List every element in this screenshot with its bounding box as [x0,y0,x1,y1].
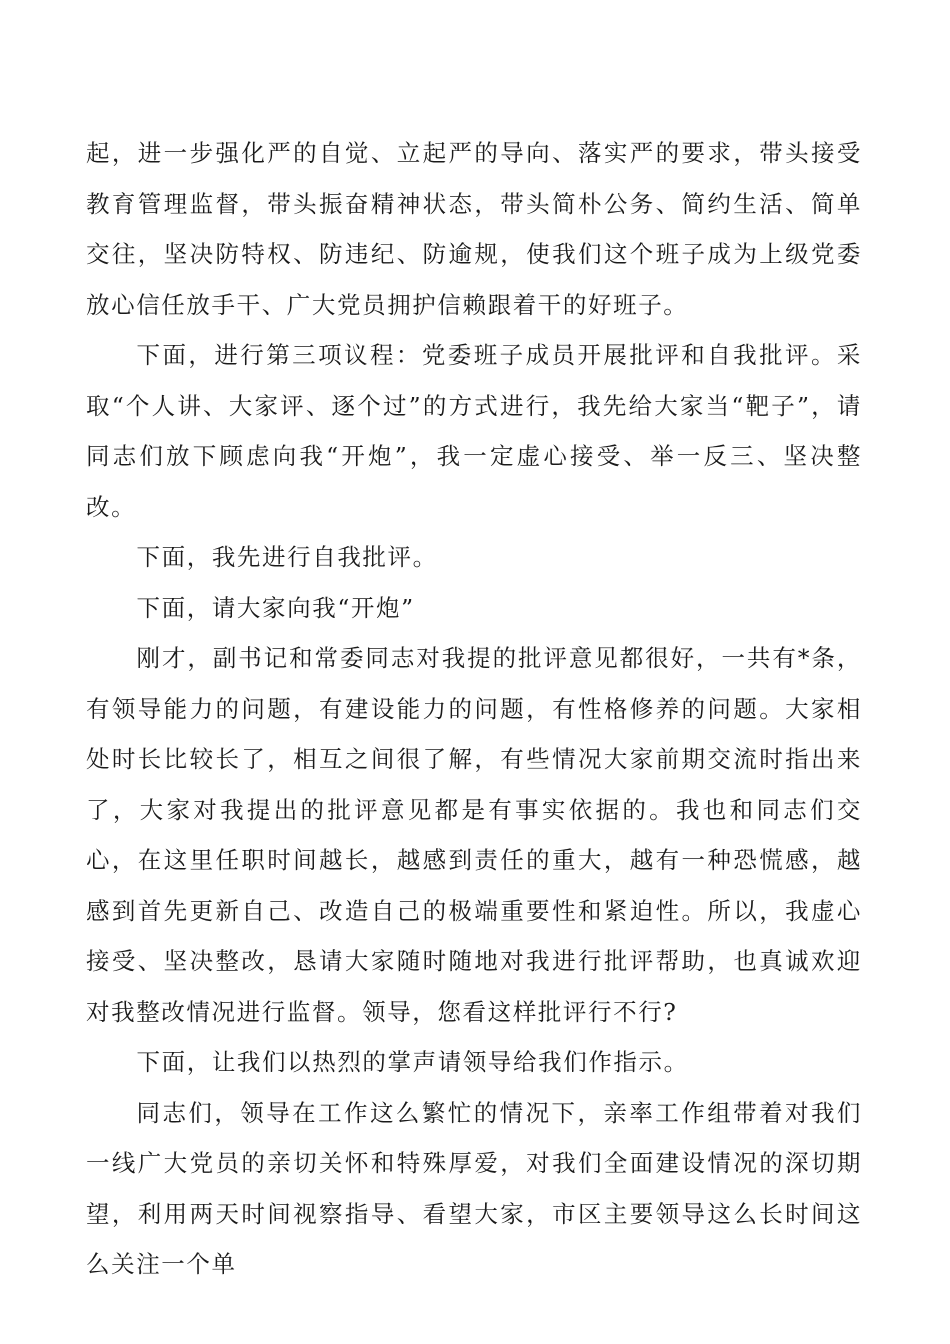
paragraph-continuation: 起，进一步强化严的自觉、立起严的导向、落实严的要求，带头接受教育管理监督，带头振奋精神状态，带头简朴公务、简约生活、简单交往，坚决防特权、防违纪、防逾规，使我们这个班子成为上级党委放心信任放手干、广大党员拥护信赖跟着干的好班子。 [86,139,862,319]
paragraph-response: 刚才，副书记和常委同志对我提的批评意见都很好，一共有*条，有领导能力的问题，有建设能力的问题，有性格修养的问题。大家相处时长比较长了，相互之间很了解，有些情况大家前期交流时指出来了，大家对我提出的批评意见都是有事实依据的。我也和同志们交心，在这里任职时间越长，越感到责任的重大，越有一种恐慌感，越感到首先更新自己、改造自己的极端重要性和紧迫性。所以，我虚心接受、坚决整改，恳请大家随时随地对我进行批评帮助，也真诚欢迎对我整改情况进行监督。领导，您看这样批评行不行? [86,644,862,1026]
paragraph-applause: 下面，让我们以热烈的掌声请领导给我们作指示。 [136,1048,689,1076]
paragraph-closing: 同志们，领导在工作这么繁忙的情况下，亲率工作组带着对我们一线广大党员的亲切关怀和特殊厚爱，对我们全面建设情况的深切期望，利用两天时间视察指导、看望大家，市区主要领导这么长时间这么关注一个单 [86,1098,862,1278]
document-body [86,128,862,1290]
paragraph-self-criticism: 下面，我先进行自我批评。 [136,543,438,571]
paragraph-agenda-three: 下面，进行第三项议程：党委班子成员开展批评和自我批评。采取“个人讲、大家评、逐个过”的方式进行，我先给大家当“靶子”，请同志们放下顾虑向我“开炮”，我一定虚心接受、举一反三、坚决整改。 [86,341,862,521]
paragraph-invite-criticism: 下面，请大家向我“开炮” [136,593,415,622]
